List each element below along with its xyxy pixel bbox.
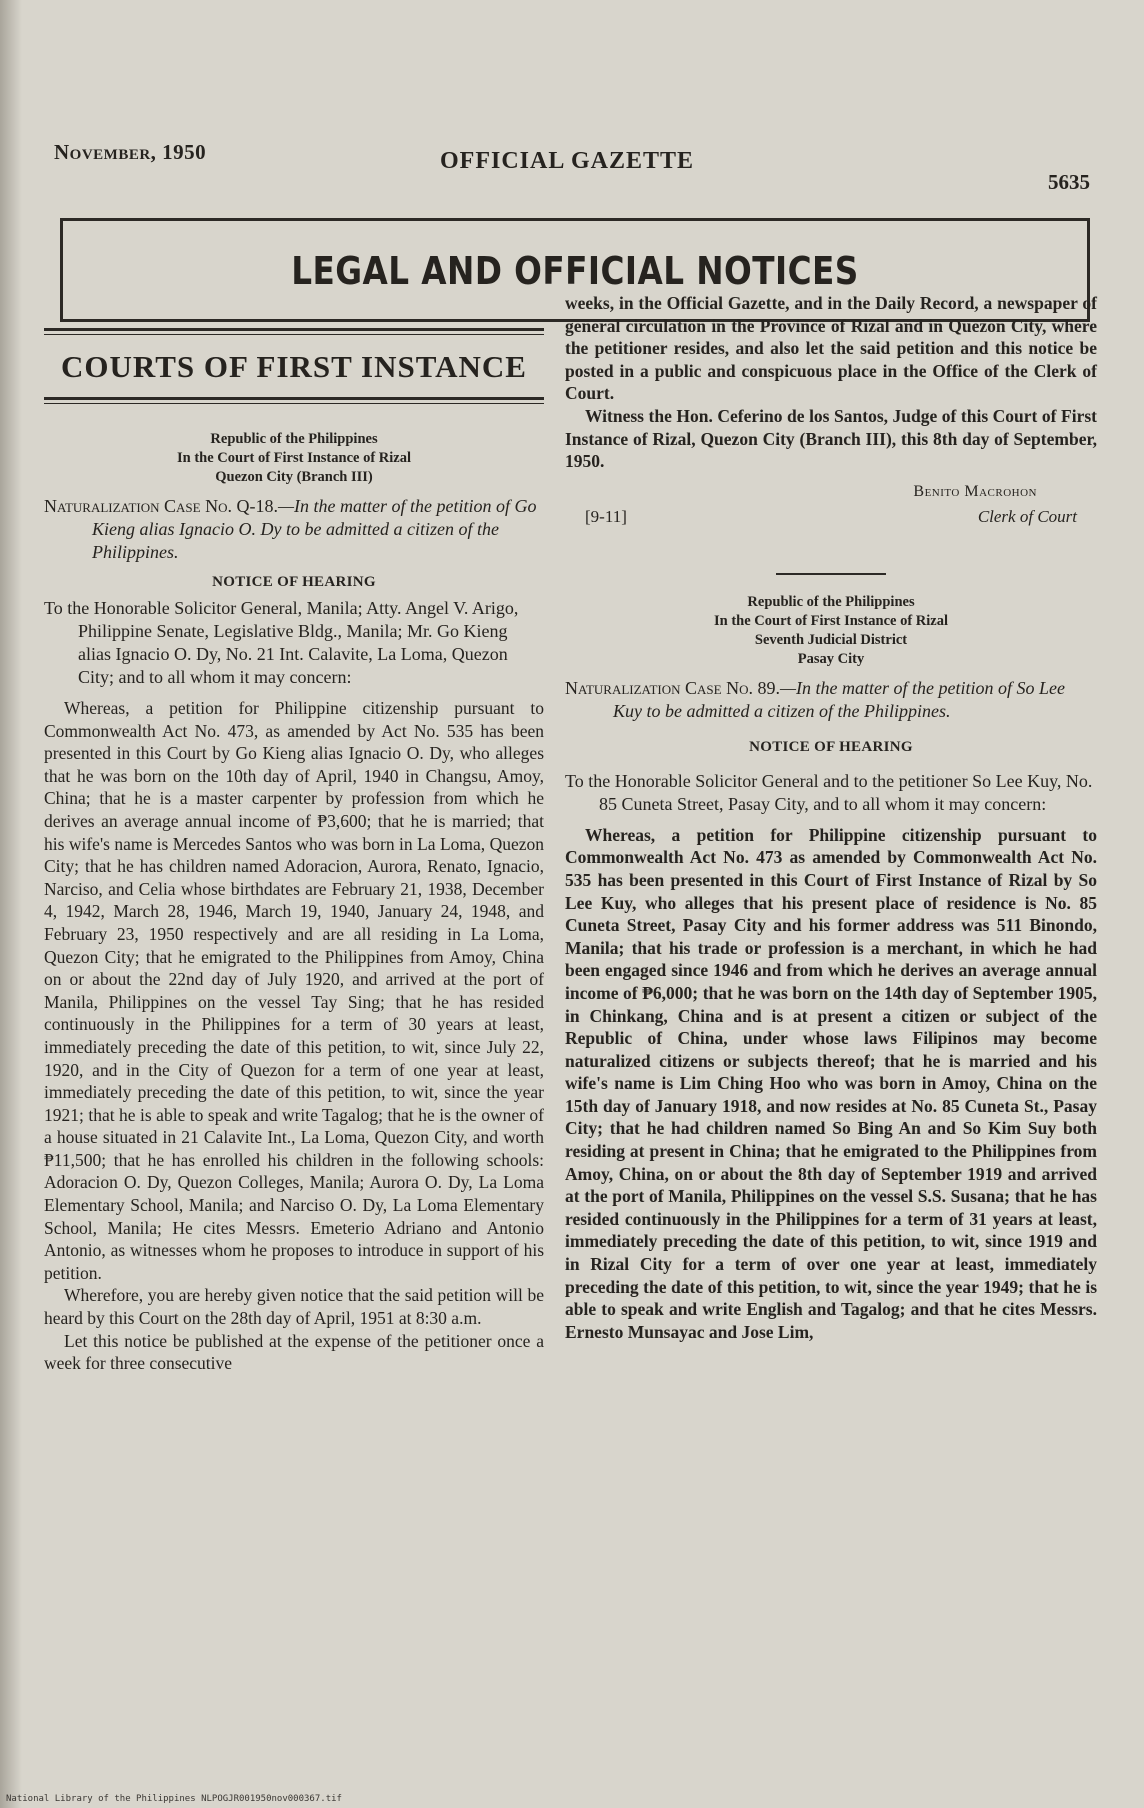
notice-title: NOTICE OF HEARING	[749, 738, 913, 755]
left-column	[44, 328, 544, 1375]
page-number: 5635	[1048, 170, 1090, 194]
court-heading	[565, 593, 1097, 669]
publication-title: OFFICIAL GAZETTE	[440, 148, 695, 174]
wherefore-paragraph: Wherefore, you are hereby given notice that the said petition will be heard by this Court on the 28th day of April, 1951 at 8:30 a.m.	[44, 1285, 544, 1329]
bottom-rule	[44, 397, 544, 404]
banner-title: LEGAL AND OFFICIAL NOTICES	[291, 249, 859, 293]
case-heading	[565, 677, 1097, 723]
addressee: To the Honorable Solicitor General, Manila; Atty. Angel V. Arigo, Philippine Senate, Legislative Bldg., Manila; Mr. Go Kieng alias Ignacio O. Dy, No. 21 Int. Calavite, La Loma, Quezon City; and to all whom it may concern:	[44, 598, 519, 687]
section-title: COURTS OF FIRST INSTANCE	[61, 349, 527, 384]
signatory-name: Benito Macrohon	[913, 482, 1037, 500]
scan-footer: National Library of the Philippines NLPOGJR001950nov000367.tif	[6, 1794, 342, 1804]
page-spine-shadow	[0, 0, 22, 1808]
publication-continued: weeks, in the Official Gazette, and in the Daily Record, a newspaper of general circulation in the Province of Rizal and in Quezon City, where the petitioner resides, and also let the said petition and this notice be posted in a public and conspicuous place in the Office of the Clerk of Court.	[565, 293, 1097, 404]
witness-paragraph: Witness the Hon. Ceferino de los Santos, Judge of this Court of First Instance of Rizal, Quezon City (Branch III), this 8th day of September, 1950.	[565, 405, 1097, 472]
case-label: Naturalization Case No. Q-18.	[44, 496, 278, 516]
petition-body: Whereas, a petition for Philippine citizenship pursuant to Commonwealth Act No. 473, as amended by Act No. 535 has been presented in this Court by Go Kieng alias Ignacio O. Dy, who alleges that he was born on the 10th day of April, 1940 in Changsu, Amoy, China; that he is a master carpenter by profession from which he derives an average annual income of ₱3,600; that he is married; that his wife's name is Mercedes Santos who was born in La Loma, Quezon City; that he has children named Adoracion, Aurora, Renato, Ignacio, Narciso, and Celia whose birthdates are February 21, 1938, December 4, 1942, March 28, 1946, March 19, 1940, January 24, 1948, and February 23, 1950 respectively and are all residing in La Loma, Quezon City; that he emigrated to the Philippines from Amoy, China on or about the 22nd day of July 1920, and arrived at the port of Manila, Philippines on the vessel Tay Sing; that he has resided continuously in the Philippines for a term of 30 years at least, immediately preceding the date of this petition, to wit, since July 22, 1920, and in the City of Quezon for a term of one year at least, immediately preceding the date of this petition, to wit, since the year 1921; that he is able to speak and write Tagalog; that he is the owner of a house situated in 21 Calavite Int., La Loma, Quezon City, and worth ₱11,500; that he has enrolled his children in the following schools: Adoracion O. Dy, Quezon Colleges, Manila; Aurora O. Dy, La Loma Elementary School, Manila; and Narciso O. Dy, La Loma Elementary School, Manila; He cites Messrs. Emeterio Adriano and Antonio Antonio, as witnesses whom he proposes to introduce in support of his petition.	[44, 698, 544, 1283]
case-heading	[44, 495, 544, 564]
issue-reference: [9-11]	[585, 506, 627, 526]
publication-paragraph: Let this notice be published at the expense of the petitioner once a week for three consecutive	[44, 1330, 544, 1374]
top-rule	[44, 328, 544, 335]
issue-date: November, 1950	[54, 140, 207, 164]
right-column	[565, 293, 1097, 1343]
court-line: Republic of the Philippines	[747, 593, 915, 610]
separator-rule	[776, 573, 886, 575]
court-line: In the Court of First Instance of Rizal	[714, 612, 948, 629]
signature-block	[565, 483, 1097, 553]
addressee: To the Honorable Solicitor General and to the petitioner So Lee Kuy, No. 85 Cuneta Street, Pasay City, and to all whom it may concern:	[565, 770, 1093, 814]
court-line: In the Court of First Instance of Rizal	[177, 450, 411, 466]
court-line: Seventh Judicial District	[754, 631, 908, 648]
petition-body: Whereas, a petition for Philippine citizenship pursuant to Commonwealth Act No. 473 as amended by Commonwealth Act No. 535 has been presented in this Court of First Instance of Rizal by So Lee Kuy, who alleges that his present place of residence is No. 85 Cuneta Street, Pasay City and his former address was 511 Binondo, Manila; that his trade or profession is a merchant, in which he had been engaged since 1946 and from which he derives an average annual income of ₱6,000; that he was born on the 14th day of September 1905, in Chinkang, China and is at present a citizen or subject of the Republic of China, under whose laws Filipinos may become naturalized citizens or subjects thereof; that he is married and his wife's name is Lim Ching Hoo who was born in Amoy, China on the 15th day of January 1918, and now resides at No. 85 Cuneta St., Pasay City; that he had children named So Bing An and So Kim Suy both residing at present in China; that he emigrated to the Philippines from Amoy, China, on or about the 8th day of September 1919 and arrived at the port of Manila, Philippines on the vessel S.S. Susana; that he has resided continuously in the Philippines for a term of 31 years at least, immediately preceding the date of this petition, to wit, since 1919 and in Rizal City for a term of over one year at least, immediately preceding the date of this petition, to wit, since the year 1949; that he is able to speak and write English and Tagalog; and that he cites Messrs. Ernesto Munsayac and Jose Lim,	[565, 824, 1097, 1342]
notice-title: NOTICE OF HEARING	[212, 574, 376, 590]
case-description: —In the matter of the petition of So Lee Kuy to be admitted a citizen of the Philippines.	[613, 677, 1065, 721]
court-line: Republic of the Philippines	[210, 431, 378, 447]
court-heading	[44, 430, 544, 487]
court-line: Quezon City (Branch III)	[215, 469, 373, 485]
case-description: —In the matter of the petition of Go Kieng alias Ignacio O. Dy to be admitted a citizen of the Philippines.	[92, 496, 537, 562]
court-line: Pasay City	[797, 650, 865, 667]
running-head	[50, 140, 1090, 194]
signatory-title: Clerk of Court	[977, 506, 1077, 526]
case-label: Naturalization Case No. 89.	[565, 677, 780, 698]
